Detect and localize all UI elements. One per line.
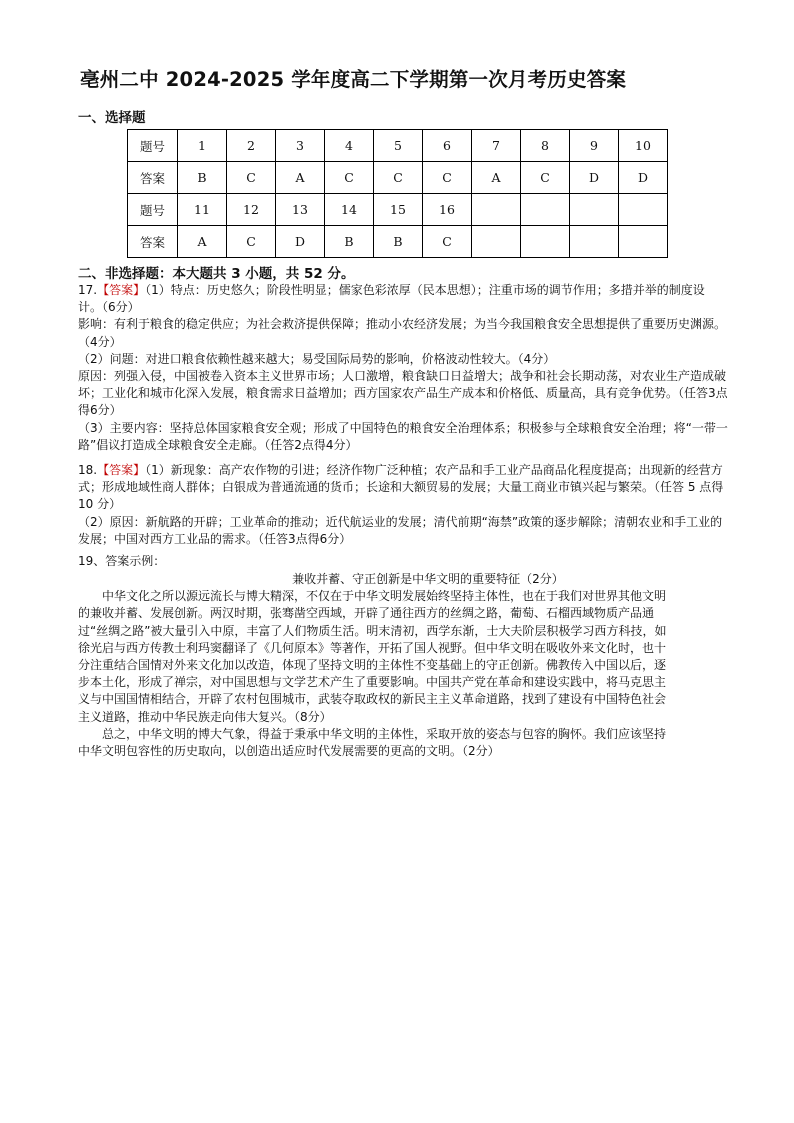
question-17-answer [78, 282, 728, 454]
answer-cell: D [276, 226, 325, 258]
answer-cell: A [276, 162, 325, 194]
essay-conclusion: 总之，中华文明的博大气象，得益于秉承中华文明的主体性，采取开放的姿态与包容的胸怀。我们应该坚持中华文明包容性的历史取向，以创造出适应时代发展需要的更高的文明。（2分） [78, 726, 667, 759]
row-label-question-number: 题号 [128, 130, 178, 162]
essay-title: 兼收并蓄、守正创新是中华文明的重要特征（2分） [292, 572, 564, 587]
empty-cell [570, 226, 619, 258]
question-number-cell: 3 [276, 130, 325, 162]
answer-cell: B [178, 162, 227, 194]
answer-cell: A [472, 162, 521, 194]
question-number: 17. [78, 283, 98, 297]
table-row [128, 226, 668, 258]
q17-part3: （3）主要内容：坚持总体国家粮食安全观；形成了中国特色的粮食安全治理体系；积极参与全球粮食安全治理；将“一带一路”倡议打造成全球粮食安全走廊。（任答2点得4分） [78, 420, 728, 452]
answer-text: （1）新现象：高产农作物的引进；经济作物广泛种植；农产品和手工业产品商品化程度提高；出现新的经营方式；形成地域性商人群体；白银成为普通流通的货币；长途和大额贸易的发展；大量工商业市镇兴起与繁荣。（任答 5 点得 10 分） [78, 463, 724, 512]
document-title: 亳州二中 2024-2025 学年度高二下学期第一次月考历史答案 [80, 68, 627, 91]
answer-cell: D [570, 162, 619, 194]
answer-tag: 【答案】 [97, 283, 146, 297]
table-row [128, 194, 668, 226]
empty-cell [619, 194, 668, 226]
question-18-answer [78, 462, 728, 548]
answer-cell: C [227, 226, 276, 258]
q17-part2-problem: （2）问题：对进口粮食依赖性越来越大；易受国际局势的影响，价格波动性较大。（4分） [78, 351, 556, 366]
answer-cell: C [423, 226, 472, 258]
answer-cell: D [619, 162, 668, 194]
question-number-cell: 4 [325, 130, 374, 162]
question-number-cell: 16 [423, 194, 472, 226]
question-number-cell: 10 [619, 130, 668, 162]
question-number-cell: 15 [374, 194, 423, 226]
row-label-answer: 答案 [128, 162, 178, 194]
table-row [128, 130, 668, 162]
empty-cell [570, 194, 619, 226]
row-label-question-number: 题号 [128, 194, 178, 226]
empty-cell [472, 226, 521, 258]
answer-cell: C [521, 162, 570, 194]
q18-part1 [78, 462, 728, 514]
answer-cell: B [374, 226, 423, 258]
answer-cell: C [227, 162, 276, 194]
table-row [128, 162, 668, 194]
question-number-cell: 14 [325, 194, 374, 226]
q17-part1 [78, 282, 728, 316]
question-number-cell: 12 [227, 194, 276, 226]
answer-text: （1）特点：历史悠久；阶段性明显；儒家色彩浓厚（民本思想）；注重市场的调节作用；多措并举的制度设计。（6分） [78, 283, 705, 315]
multiple-choice-answer-table [127, 129, 668, 258]
question-number-cell: 7 [472, 130, 521, 162]
question-number-cell: 6 [423, 130, 472, 162]
answer-cell: C [325, 162, 374, 194]
empty-cell [521, 226, 570, 258]
question-19-answer [78, 553, 728, 760]
answer-cell: B [325, 226, 374, 258]
answer-cell: A [178, 226, 227, 258]
question-number-cell: 8 [521, 130, 570, 162]
q17-impact: 影响：有利于粮食的稳定供应；为社会救济提供保障；推动小农经济发展；为当今我国粮食安全思想提供了重要历史渊源。（4分） [78, 317, 727, 349]
section-2-heading: 二、非选择题：本大题共 3 小题，共 52 分。 [78, 266, 355, 282]
answer-tag: 【答案】 [97, 463, 146, 477]
question-number-cell: 2 [227, 130, 276, 162]
question-number-cell: 1 [178, 130, 227, 162]
row-label-answer: 答案 [128, 226, 178, 258]
empty-cell [472, 194, 521, 226]
q18-part2: （2）原因：新航路的开辟；工业革命的推动；近代航运业的发展；清代前期“海禁”政策的逐步解除；清朝农业和手工业的发展；中国对西方工业品的需求。（任答3点得6分） [78, 514, 723, 546]
question-number-cell: 11 [178, 194, 227, 226]
question-number-cell: 5 [374, 130, 423, 162]
essay-paragraph: 中华文化之所以源远流长与博大精深，不仅在于中华文明发展始终坚持主体性，也在于我们对世界其他文明的兼收并蓄、发展创新。两汉时期，张骞凿空西域，开辟了通往西方的丝绸之路，葡萄、石榴西域物质产品通过“丝绸之路”被大量引入中原，丰富了人们物质生活。明末清初，西学东渐，士大夫阶层积极学习西方科技，如徐光启与西方传教士利玛窦翻译了《几何原本》等著作，开拓了国人视野。但中华文明在吸收外来文化时，也十分注重结合国情对外来文化加以改造，体现了坚持文明的主体性不变基础上的守正创新。佛教传入中国以后，逐步本土化，形成了禅宗，对中国思想与文学艺术产生了重要影响。中国共产党在革命和建设实践中，将马克思主义与中国国情相结合，开辟了农村包围城市，武装夺取政权的新民主主义革命道路，找到了建设有中国特色社会主义道路，推动中华民族走向伟大复兴。（8分） [78, 589, 667, 724]
question-number-cell: 13 [276, 194, 325, 226]
q19-intro: 19、答案示例： [78, 554, 166, 568]
q17-part2-reason: 原因：列强入侵，中国被卷入资本主义世界市场；人口激增，粮食缺口日益增大；战争和社会长期动荡，对农业生产造成破坏；工业化和城市化深入发展，粮食需求日益增加；西方国家农产品生产成本和价格低、质量高，具有竞争优势。（任答3点得6分） [78, 369, 728, 418]
section-1-heading: 一、选择题 [78, 110, 146, 126]
question-number-cell: 9 [570, 130, 619, 162]
answer-cell: C [423, 162, 472, 194]
empty-cell [619, 226, 668, 258]
empty-cell [521, 194, 570, 226]
question-number: 18. [78, 463, 98, 477]
answer-cell: C [374, 162, 423, 194]
